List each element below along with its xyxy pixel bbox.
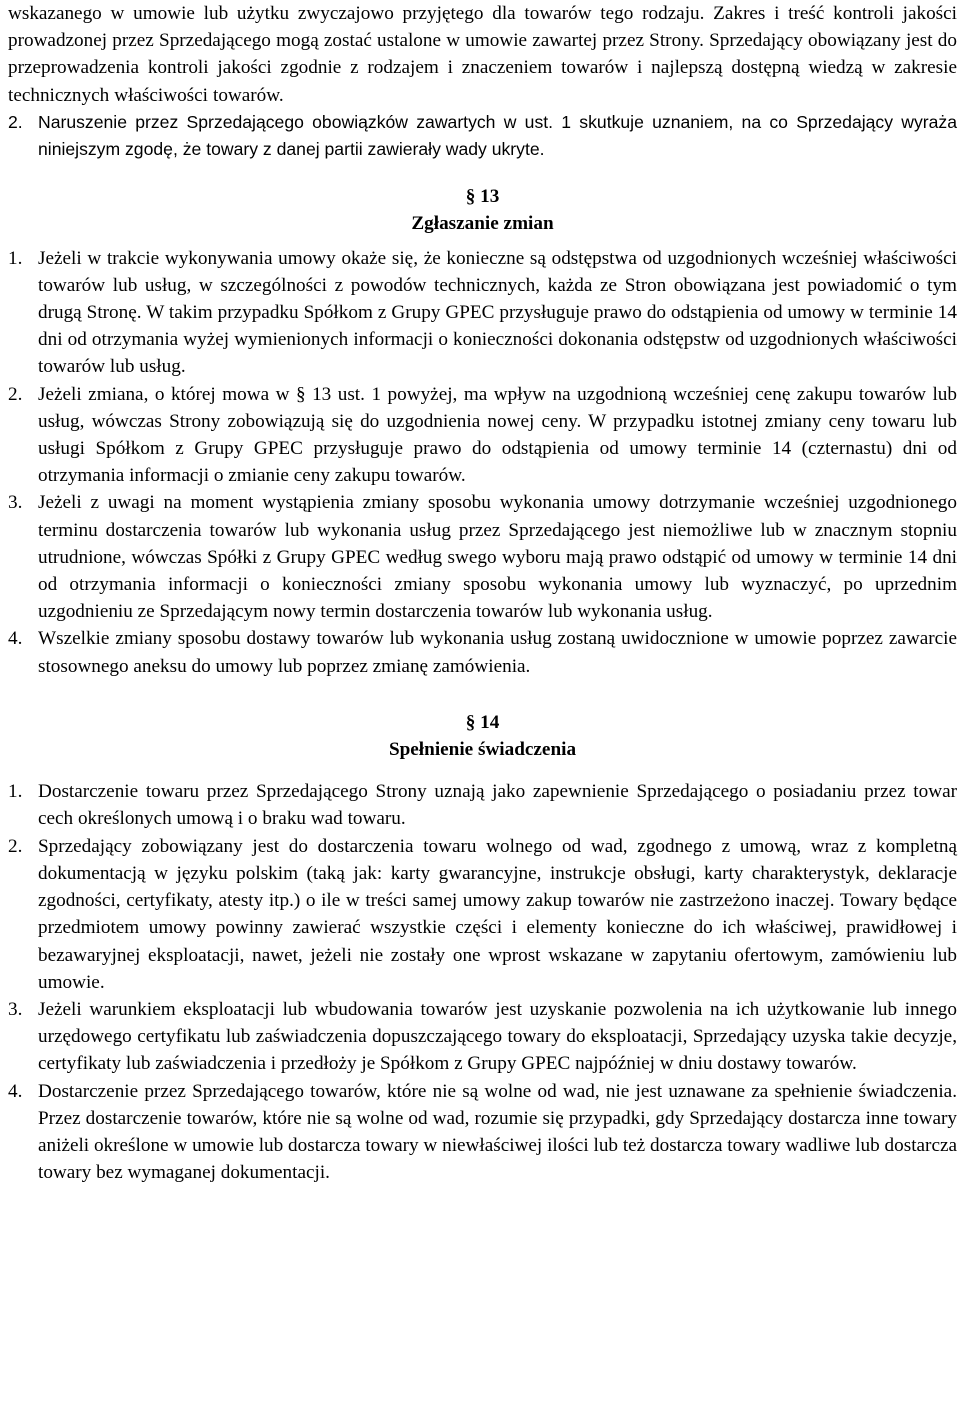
section-13-item-3: [8, 489, 957, 625]
item-number: 4.: [8, 1080, 23, 1102]
item-number: 1.: [8, 781, 23, 803]
section-14-item-3: [8, 996, 957, 1078]
section-13-item-2: [8, 381, 957, 490]
section-14-item-2: [8, 833, 957, 996]
item-text: Jeżeli zmiana, o której mowa w § 13 ust. 1 powyżej, ma wpływ na uzgodnioną wcześniej cenę zakupu towarów lub usług, wówczas Strony zobowiązują się do uzgodnienia nowej ceny. W przypadku istotnej zmiany ceny towaru lub usługi Spółkom z Grupy GPEC przysługuje prawo do odstąpienia od umowy terminie 14 (czternastu) dni od otrzymania informacji o zmianie ceny zakupu towarów.: [38, 383, 957, 487]
item-text: Jeżeli z uwagi na moment wystąpienia zmiany sposobu wykonania umowy dotrzymanie wcześniej uzgodnionego terminu dostarczenia towarów lub wykonania usług przez Sprzedającego jest niemożliwe lub w znacznym stopniu utrudnione, wówczas Spółki z Grupy GPEC według swego wyboru mają prawo odstąpić od umowy w terminie 14 dni od otrzymania informacji o konieczności zmiany sposobu wykonania umowy lub wyznaczyć, po uprzednim uzgodnieniu ze Sprzedającym nowy termin dostarczenia towarów lub wykonania usług.: [38, 492, 957, 623]
item-text: Jeżeli warunkiem eksploatacji lub wbudowania towarów jest uzyskanie pozwolenia na ich użytkowanie lub innego urzędowego certyfikatu lub zaświadczenia dopuszczającego towary do eksploatacji, Sprzedający uzyska takie decyzje, certyfikaty lub zaświadczenia i przedłoży je Spółkom z Grupy GPEC najpóźniej w dniu dostawy towarów.: [38, 998, 957, 1075]
item-number: 2.: [8, 383, 23, 405]
item-text: Sprzedający zobowiązany jest do dostarczenia towaru wolnego od wad, zgodnego z umową, wraz z kompletną dokumentacją w języku polskim (taką jak: karty gwarancyjne, instrukcje obsługi, karty charakterystyk, deklaracje zgodności, certyfikaty, atesty itp.) o ile w treści samej umowy zakup towarów nie zastrzeżono inaczej. Towary będące przedmiotem umowy powinny zawierać wszystkie części i elementy konieczne do ich właściwej, prawidłowej i bezawaryjnej eksploatacji, nawet, jeżeli nie zostały one wprost wskazane w zapytaniu ofertowym, zamówieniu lub umowie.: [38, 835, 957, 993]
section-13-number: § 13: [465, 186, 500, 208]
intro-paragraph: wskazanego w umowie lub użytku zwyczajowo przyjętego dla towarów tego rodzaju. Zakres i treść kontroli jakości prowadzonej przez Sprzedającego mogą zostać ustalone w umowie zawartej przez Strony. Sprzedający obowiązany jest do przeprowadzenia kontroli jakości zgodnie z rodzajem i znaczeniem towarów i najlepszą dostępną wiedzą w zakresie technicznych właściwości towarów.: [8, 3, 957, 106]
section-14-list: [8, 778, 957, 1186]
item-text: Wszelkie zmiany sposobu dostawy towarów lub wykonania usług zostaną uwidocznione w umowie poprzez zawarcie stosownego aneksu do umowy lub poprzez zmianę zamówienia.: [38, 628, 957, 677]
section-13-item-4: [8, 625, 957, 679]
section-14-title: Spełnienie świadczenia: [388, 739, 577, 761]
section-13-item-1: [8, 245, 957, 381]
item-text: Jeżeli w trakcie wykonywania umowy okaże się, że konieczne są odstępstwa od uzgodnionych wcześniej właściwości towarów lub usług, w szczególności z powodów technicznych, każda ze Stron obowiązana jest powiadomić o tym drugą Stronę. W takim przypadku Spółkom z Grupy GPEC przysługuje prawo do odstąpienia od umowy w terminie 14 dni od otrzymania wyżej wymienionych informacji o konieczności dokonania odstępstw od uzgodnionych właściwości towarów lub usług.: [38, 247, 957, 378]
section-13-list: [8, 245, 957, 680]
section-14-heading: [8, 709, 957, 763]
item-number: 4.: [8, 628, 23, 650]
section-14-number: § 14: [465, 711, 500, 733]
item-number: 2.: [8, 111, 23, 132]
intro-item-2: [8, 109, 957, 163]
section-13-title: Zgłaszanie zmian: [411, 213, 554, 235]
item-text: Dostarczenie przez Sprzedającego towarów, które nie są wolne od wad, nie jest uznawane za spełnienie świadczenia. Przez dostarczenie towarów, które nie są wolne od wad, rozumie się przypadki, gdy Sprzedający dostarcza inne towary aniżeli określone w umowie lub dostarcza towary w niewłaściwej ilości lub też dostarcza towary wadliwe lub dostarcza towary bez wymaganej dokumentacji.: [38, 1080, 957, 1184]
section-13-heading: [8, 183, 957, 237]
document-page: [8, 0, 957, 1186]
section-14-item-4: [8, 1078, 957, 1187]
item-number: 2.: [8, 835, 23, 857]
item-text: Naruszenie przez Sprzedającego obowiązków zawartych w ust. 1 skutkuje uznaniem, na co Sprzedający wyraża niniejszym zgodę, że towary z danej partii zawierały wady ukryte.: [38, 111, 957, 160]
section-14-item-1: [8, 778, 957, 832]
item-number: 3.: [8, 492, 23, 514]
item-number: 1.: [8, 247, 23, 269]
item-number: 3.: [8, 998, 23, 1020]
item-text: Dostarczenie towaru przez Sprzedającego Strony uznają jako zapewnienie Sprzedającego o posiadaniu przez towar cech określonych umową i o braku wad towaru.: [38, 781, 957, 830]
